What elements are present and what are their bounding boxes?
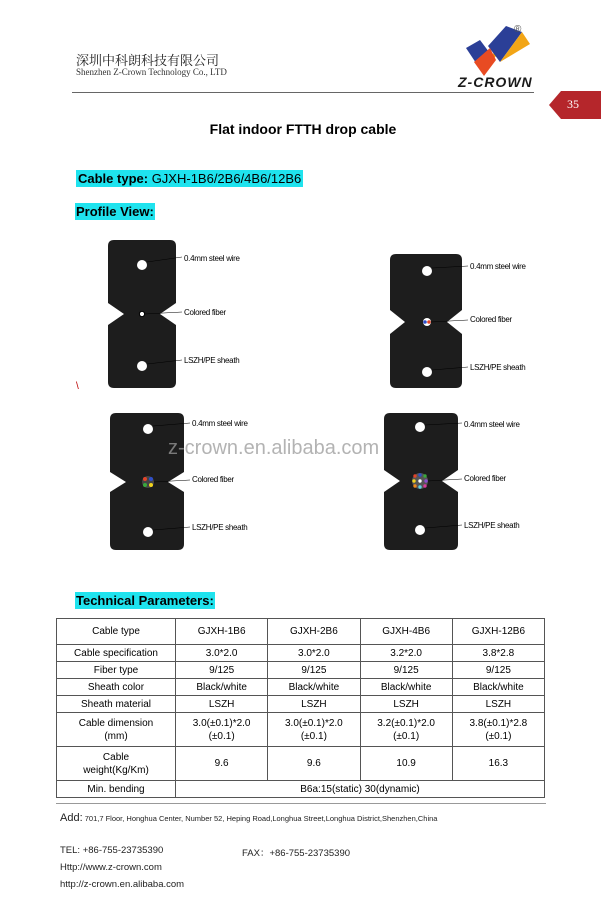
- table-cell: LSZH: [452, 696, 544, 713]
- stray-mark: \: [76, 381, 79, 392]
- registered-mark: ®: [514, 24, 522, 35]
- diagram-4b6: [110, 413, 190, 550]
- footer-fax: FAX：+86-755-23735390: [242, 848, 351, 859]
- table-cell: 10.9: [360, 747, 452, 781]
- company-name-en: Shenzhen Z-Crown Technology Co., LTD: [76, 67, 227, 77]
- table-cell: Cable specification: [57, 645, 176, 662]
- label-fiber-2: Colored fiber: [470, 315, 512, 324]
- footer-divider: [56, 803, 546, 804]
- table-row-bending: [57, 781, 545, 798]
- table-header-cell: GJXH-2B6: [268, 619, 360, 645]
- table-cell: 9/125: [176, 662, 268, 679]
- table-row: [57, 662, 545, 679]
- cable-type-line: [76, 170, 303, 187]
- table-header-cell: GJXH-12B6: [452, 619, 544, 645]
- profile-view-heading: Profile View:: [76, 204, 154, 219]
- table-cell: Min. bending: [57, 781, 176, 798]
- table-row: [57, 679, 545, 696]
- table-cell: Black/white: [176, 679, 268, 696]
- table-cell: Cable dimension (mm): [57, 713, 176, 747]
- table-cell: B6a:15(static) 30(dynamic): [176, 781, 545, 798]
- table-row-weight: [57, 747, 545, 781]
- cable-type-value: GJXH-1B6/2B6/4B6/12B6: [148, 171, 302, 186]
- table-cell: 3.8*2.8: [452, 645, 544, 662]
- footer-tel: TEL: +86-755-23735390: [60, 845, 164, 856]
- table-cell: 9/125: [360, 662, 452, 679]
- table-cell: 3.2(±0.1)*2.0 (±0.1): [360, 713, 452, 747]
- footer-website-alibaba[interactable]: http://z-crown.en.alibaba.com: [60, 879, 185, 890]
- table-header-row: [57, 619, 545, 645]
- table-cell: Sheath color: [57, 679, 176, 696]
- table-cell: Sheath material: [57, 696, 176, 713]
- page-title: Flat indoor FTTH drop cable: [209, 121, 397, 137]
- table-row: [57, 696, 545, 713]
- diagram-1b6: [108, 240, 182, 388]
- table-cell: Cable weight(Kg/Km): [57, 747, 176, 781]
- tech-params-heading: Technical Parameters:: [76, 593, 214, 608]
- label-sheath-4: LSZH/PE sheath: [464, 521, 520, 530]
- table-row-dimension: [57, 713, 545, 747]
- header-divider: [72, 92, 534, 93]
- table-cell: Fiber type: [57, 662, 176, 679]
- table-cell: 9/125: [452, 662, 544, 679]
- label-steel-2: 0.4mm steel wire: [470, 262, 526, 271]
- logo-text: Z-CROWN: [458, 74, 533, 90]
- table-cell: Black/white: [452, 679, 544, 696]
- table-cell: Black/white: [268, 679, 360, 696]
- table-cell: LSZH: [176, 696, 268, 713]
- z-crown-logo: [460, 22, 540, 92]
- label-sheath-2: LSZH/PE sheath: [470, 363, 526, 372]
- table-cell: LSZH: [268, 696, 360, 713]
- table-cell: 3.8(±0.1)*2.8 (±0.1): [452, 713, 544, 747]
- table-cell: 3.0(±0.1)*2.0 (±0.1): [268, 713, 360, 747]
- label-fiber-1: Colored fiber: [184, 308, 226, 317]
- table-header-cell: Cable type: [57, 619, 176, 645]
- label-steel-4: 0.4mm steel wire: [464, 420, 520, 429]
- watermark: z-crown.en.alibaba.com: [168, 437, 380, 459]
- label-sheath-1: LSZH/PE sheath: [184, 356, 240, 365]
- table-cell: 9.6: [176, 747, 268, 781]
- label-fiber-4: Colored fiber: [464, 474, 506, 483]
- table-cell: 3.2*2.0: [360, 645, 452, 662]
- page-number: 35: [567, 97, 579, 111]
- footer-website[interactable]: Http://www.z-crown.com: [60, 862, 162, 873]
- footer-address: Add: 701,7 Floor, Honghua Center, Number 52, Heping Road,Longhua Street,Longhua District,Shenzhen,China: [60, 812, 438, 824]
- label-fiber-3: Colored fiber: [192, 475, 234, 484]
- table-row: [57, 645, 545, 662]
- table-cell: 16.3: [452, 747, 544, 781]
- table-cell: 9.6: [268, 747, 360, 781]
- company-name-cn: 深圳中科朗科技有限公司: [76, 53, 220, 68]
- table-cell: Black/white: [360, 679, 452, 696]
- cable-type-label: Cable type:: [78, 171, 149, 186]
- table-cell: 3.0*2.0: [268, 645, 360, 662]
- table-cell: LSZH: [360, 696, 452, 713]
- tech-params-table: [56, 618, 545, 798]
- label-sheath-3: LSZH/PE sheath: [192, 523, 248, 532]
- cable-profile-diagrams: [0, 230, 606, 560]
- table-cell: 9/125: [268, 662, 360, 679]
- diagram-2b6: [390, 254, 468, 388]
- table-header-cell: GJXH-4B6: [360, 619, 452, 645]
- label-steel-1: 0.4mm steel wire: [184, 254, 240, 263]
- table-header-cell: GJXH-1B6: [176, 619, 268, 645]
- table-cell: 3.0(±0.1)*2.0 (±0.1): [176, 713, 268, 747]
- table-cell: 3.0*2.0: [176, 645, 268, 662]
- page-number-tab: [549, 91, 601, 124]
- diagram-12b6: [384, 413, 462, 550]
- label-steel-3: 0.4mm steel wire: [192, 419, 248, 428]
